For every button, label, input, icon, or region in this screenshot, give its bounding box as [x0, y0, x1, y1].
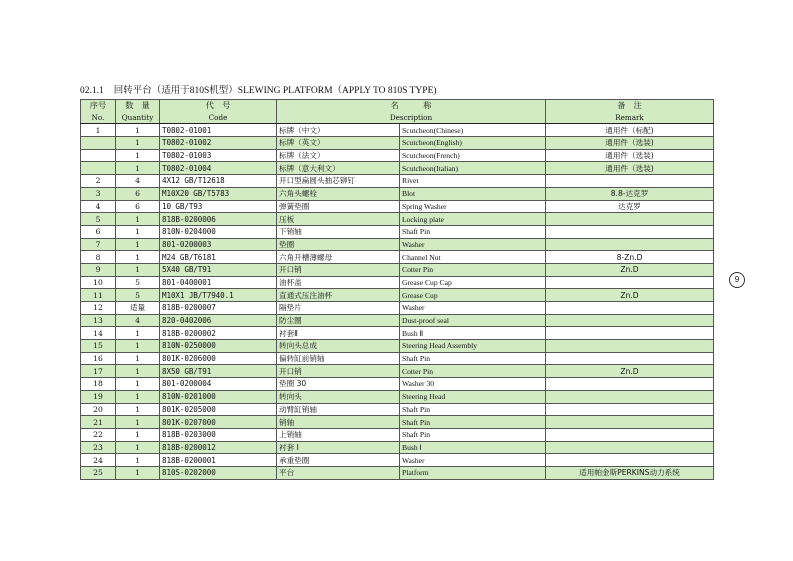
cell-remark [546, 454, 714, 467]
cell-qty: 1 [116, 213, 160, 226]
cell-code: 801-0400001 [160, 276, 277, 289]
cell-desc-cn: 垫圈 [277, 238, 400, 251]
cell-code: M10X20 GB/T5783 [160, 187, 277, 200]
header-desc-cn: 名 称 [277, 100, 546, 112]
cell-qty: 1 [116, 428, 160, 441]
cell-qty: 5 [116, 276, 160, 289]
cell-desc-en: Washer 30 [400, 378, 546, 391]
cell-qty: 适量 [116, 302, 160, 315]
cell-desc-en: Cotter Pin [400, 263, 546, 276]
cell-no: 15 [81, 340, 116, 353]
cell-no: 10 [81, 276, 116, 289]
table-row [81, 276, 714, 289]
table-row [81, 149, 714, 162]
cell-desc-cn: 开口销 [277, 365, 400, 378]
cell-qty: 1 [116, 390, 160, 403]
cell-desc-en: Grease Cup Cap [400, 276, 546, 289]
cell-remark [546, 314, 714, 327]
cell-desc-en: Scutcheon(Chinese) [400, 124, 546, 137]
cell-desc-cn: 标牌（中文） [277, 124, 400, 137]
cell-no: 7 [81, 238, 116, 251]
cell-desc-cn: 转向头 [277, 390, 400, 403]
cell-qty: 1 [116, 352, 160, 365]
cell-remark: Zn.D [546, 289, 714, 302]
cell-no: 20 [81, 403, 116, 416]
cell-no: 12 [81, 302, 116, 315]
table-row [81, 352, 714, 365]
cell-desc-en: Shaft Pin [400, 403, 546, 416]
cell-no: 21 [81, 416, 116, 429]
cell-desc-en: Scutcheon(Italian) [400, 162, 546, 175]
header-qty-cn: 数 量 [116, 100, 160, 112]
cell-qty: 1 [116, 416, 160, 429]
cell-desc-cn: 下销轴 [277, 225, 400, 238]
header-remark-cn: 备 注 [546, 100, 714, 112]
cell-remark [546, 340, 714, 353]
cell-desc-cn: 标牌（法文） [277, 149, 400, 162]
cell-desc-cn: 油杯盖 [277, 276, 400, 289]
cell-qty: 1 [116, 251, 160, 264]
header-qty-en: Quantity [116, 112, 160, 124]
header-code-en: Code [160, 112, 277, 124]
cell-desc-cn: 开口型扁圆头抽芯铆钉 [277, 175, 400, 188]
cell-code: 818B-0203000 [160, 428, 277, 441]
cell-desc-cn: 隔垫片 [277, 302, 400, 315]
cell-no [81, 162, 116, 175]
table-row [81, 137, 714, 150]
page-number-badge: 9 [729, 272, 745, 288]
table-row [81, 263, 714, 276]
cell-remark [546, 352, 714, 365]
cell-desc-en: Grease Cup [400, 289, 546, 302]
cell-desc-en: Steering Head Assembly [400, 340, 546, 353]
cell-no: 18 [81, 378, 116, 391]
table-row [81, 441, 714, 454]
cell-no: 9 [81, 263, 116, 276]
cell-remark: 通用件（标配) [546, 124, 714, 137]
cell-remark [546, 213, 714, 226]
cell-desc-cn: 动臂缸销轴 [277, 403, 400, 416]
cell-no: 2 [81, 175, 116, 188]
cell-qty: 1 [116, 454, 160, 467]
cell-qty: 5 [116, 289, 160, 302]
cell-qty: 6 [116, 200, 160, 213]
cell-desc-en: Steering Head [400, 390, 546, 403]
cell-remark: 通用件（选装) [546, 137, 714, 150]
cell-remark: 8-Zn.D [546, 251, 714, 264]
cell-code: 801K-0206000 [160, 352, 277, 365]
table-row [81, 428, 714, 441]
parts-table [80, 99, 714, 480]
cell-code: 810N-0201000 [160, 390, 277, 403]
table-row [81, 314, 714, 327]
table-row [81, 289, 714, 302]
cell-code: T0802-01001 [160, 124, 277, 137]
cell-desc-cn: 转向头总成 [277, 340, 400, 353]
cell-no: 19 [81, 390, 116, 403]
cell-code: T0802-01003 [160, 149, 277, 162]
cell-remark: Zn.D [546, 365, 714, 378]
cell-desc-cn: 销轴 [277, 416, 400, 429]
cell-desc-en: Rivet [400, 175, 546, 188]
cell-code: 818B-0200012 [160, 441, 277, 454]
cell-no: 24 [81, 454, 116, 467]
cell-qty: 1 [116, 225, 160, 238]
cell-remark: 8.8-达克罗 [546, 187, 714, 200]
table-row [81, 124, 714, 137]
cell-desc-cn: 上销轴 [277, 428, 400, 441]
table-row [81, 225, 714, 238]
cell-remark [546, 302, 714, 315]
cell-code: T0802-01004 [160, 162, 277, 175]
cell-desc-cn: 标牌（英文） [277, 137, 400, 150]
cell-remark: 通用件（选装) [546, 149, 714, 162]
cell-qty: 4 [116, 175, 160, 188]
cell-desc-en: Shaft Pin [400, 428, 546, 441]
cell-no: 8 [81, 251, 116, 264]
cell-qty: 1 [116, 238, 160, 251]
header-row-cn [81, 100, 714, 112]
cell-code: 801-0200003 [160, 238, 277, 251]
cell-desc-en: Scutcheon(French) [400, 149, 546, 162]
table-row [81, 162, 714, 175]
cell-desc-en: Platform [400, 466, 546, 479]
cell-code: 810N-0204000 [160, 225, 277, 238]
header-code-cn: 代 号 [160, 100, 277, 112]
cell-desc-en: Scutcheon(English) [400, 137, 546, 150]
cell-desc-en: Washer [400, 302, 546, 315]
cell-code: 10 GB/T93 [160, 200, 277, 213]
cell-qty: 1 [116, 124, 160, 137]
cell-qty: 6 [116, 187, 160, 200]
cell-code: 818B-0200001 [160, 454, 277, 467]
cell-desc-en: Bush Ⅱ [400, 327, 546, 340]
cell-desc-cn: 开口销 [277, 263, 400, 276]
cell-code: 8X50 GB/T91 [160, 365, 277, 378]
table-row [81, 466, 714, 479]
cell-code: 818B-0200007 [160, 302, 277, 315]
cell-qty: 1 [116, 327, 160, 340]
cell-qty: 1 [116, 441, 160, 454]
cell-desc-cn: 防尘圈 [277, 314, 400, 327]
cell-qty: 1 [116, 149, 160, 162]
cell-desc-cn: 平台 [277, 466, 400, 479]
cell-desc-cn: 直通式压注油杯 [277, 289, 400, 302]
cell-desc-cn: 压板 [277, 213, 400, 226]
table-row [81, 187, 714, 200]
cell-qty: 1 [116, 137, 160, 150]
cell-desc-en: Washer [400, 454, 546, 467]
cell-code: 801K-0207000 [160, 416, 277, 429]
cell-desc-cn: 弹簧垫圈 [277, 200, 400, 213]
cell-no: 11 [81, 289, 116, 302]
cell-remark [546, 416, 714, 429]
cell-no: 17 [81, 365, 116, 378]
cell-code: 4X12 GB/T12618 [160, 175, 277, 188]
section-title: 回转平台（适用于810S机型）SLEWING PLATFORM（APPLY TO 810S TYPE) [113, 86, 437, 96]
table-row [81, 302, 714, 315]
section-heading [80, 82, 437, 96]
header-no-en: No. [81, 112, 116, 124]
cell-desc-cn: 标牌（意大利文） [277, 162, 400, 175]
cell-desc-en: Bush Ⅰ [400, 441, 546, 454]
cell-remark [546, 428, 714, 441]
cell-desc-cn: 偏转缸前销轴 [277, 352, 400, 365]
cell-desc-en: Shaft Pin [400, 225, 546, 238]
cell-desc-cn: 垫圈 30 [277, 378, 400, 391]
cell-desc-en: Locking plate [400, 213, 546, 226]
cell-no [81, 137, 116, 150]
cell-qty: 1 [116, 365, 160, 378]
table-row [81, 365, 714, 378]
cell-code: T0802-01002 [160, 137, 277, 150]
table-row [81, 213, 714, 226]
cell-remark [546, 225, 714, 238]
cell-qty: 4 [116, 314, 160, 327]
cell-desc-en: Blot [400, 187, 546, 200]
cell-code: M24 GB/T6181 [160, 251, 277, 264]
cell-no: 5 [81, 213, 116, 226]
cell-code: M10X1 JB/T7940.1 [160, 289, 277, 302]
table-row [81, 416, 714, 429]
cell-no: 25 [81, 466, 116, 479]
cell-no: 6 [81, 225, 116, 238]
table-row [81, 454, 714, 467]
table-row [81, 327, 714, 340]
table-row [81, 403, 714, 416]
section-number: 02.1.1 [80, 86, 104, 96]
cell-desc-en: Shaft Pin [400, 352, 546, 365]
header-desc-en: Description [277, 112, 546, 124]
cell-code: 818B-0200002 [160, 327, 277, 340]
cell-remark [546, 390, 714, 403]
cell-remark: 达克罗 [546, 200, 714, 213]
header-remark-en: Remark [546, 112, 714, 124]
cell-qty: 1 [116, 162, 160, 175]
cell-desc-cn: 六角头螺栓 [277, 187, 400, 200]
cell-code: 801K-0205000 [160, 403, 277, 416]
cell-desc-cn: 承重垫圈 [277, 454, 400, 467]
cell-desc-en: Washer [400, 238, 546, 251]
cell-desc-en: Cotter Pin [400, 365, 546, 378]
cell-no: 16 [81, 352, 116, 365]
cell-remark [546, 238, 714, 251]
cell-desc-en: Channel Nut [400, 251, 546, 264]
cell-qty: 1 [116, 340, 160, 353]
cell-code: 818B-0200006 [160, 213, 277, 226]
cell-code: 810S-0202000 [160, 466, 277, 479]
table-row [81, 340, 714, 353]
cell-remark [546, 276, 714, 289]
cell-desc-en: Shaft Pin [400, 416, 546, 429]
cell-remark: 适用帕金斯PERKINS动力系统 [546, 466, 714, 479]
table-row [81, 390, 714, 403]
cell-remark [546, 175, 714, 188]
cell-qty: 1 [116, 403, 160, 416]
cell-remark [546, 403, 714, 416]
cell-no: 4 [81, 200, 116, 213]
cell-no: 1 [81, 124, 116, 137]
cell-code: 820-0402006 [160, 314, 277, 327]
cell-remark [546, 378, 714, 391]
cell-no: 14 [81, 327, 116, 340]
table-row [81, 251, 714, 264]
cell-desc-cn: 衬套 Ⅰ [277, 441, 400, 454]
cell-no: 22 [81, 428, 116, 441]
header-row-en [81, 112, 714, 124]
cell-qty: 1 [116, 378, 160, 391]
table-row [81, 175, 714, 188]
cell-no [81, 149, 116, 162]
parts-table-body [81, 124, 714, 479]
header-no-cn: 序号 [81, 100, 116, 112]
cell-code: 5X40 GB/T91 [160, 263, 277, 276]
cell-desc-en: Dust-proof seal [400, 314, 546, 327]
cell-desc-cn: 六角开槽薄螺母 [277, 251, 400, 264]
cell-desc-en: Spring Washer [400, 200, 546, 213]
table-row [81, 378, 714, 391]
cell-no: 13 [81, 314, 116, 327]
cell-code: 801-0200004 [160, 378, 277, 391]
table-row [81, 200, 714, 213]
cell-remark: Zn.D [546, 263, 714, 276]
cell-remark [546, 441, 714, 454]
cell-no: 23 [81, 441, 116, 454]
cell-qty: 1 [116, 466, 160, 479]
table-row [81, 238, 714, 251]
cell-code: 810N-0250000 [160, 340, 277, 353]
cell-remark [546, 327, 714, 340]
cell-remark: 通用件（选装) [546, 162, 714, 175]
cell-qty: 1 [116, 263, 160, 276]
cell-no: 3 [81, 187, 116, 200]
cell-desc-cn: 衬套Ⅱ [277, 327, 400, 340]
